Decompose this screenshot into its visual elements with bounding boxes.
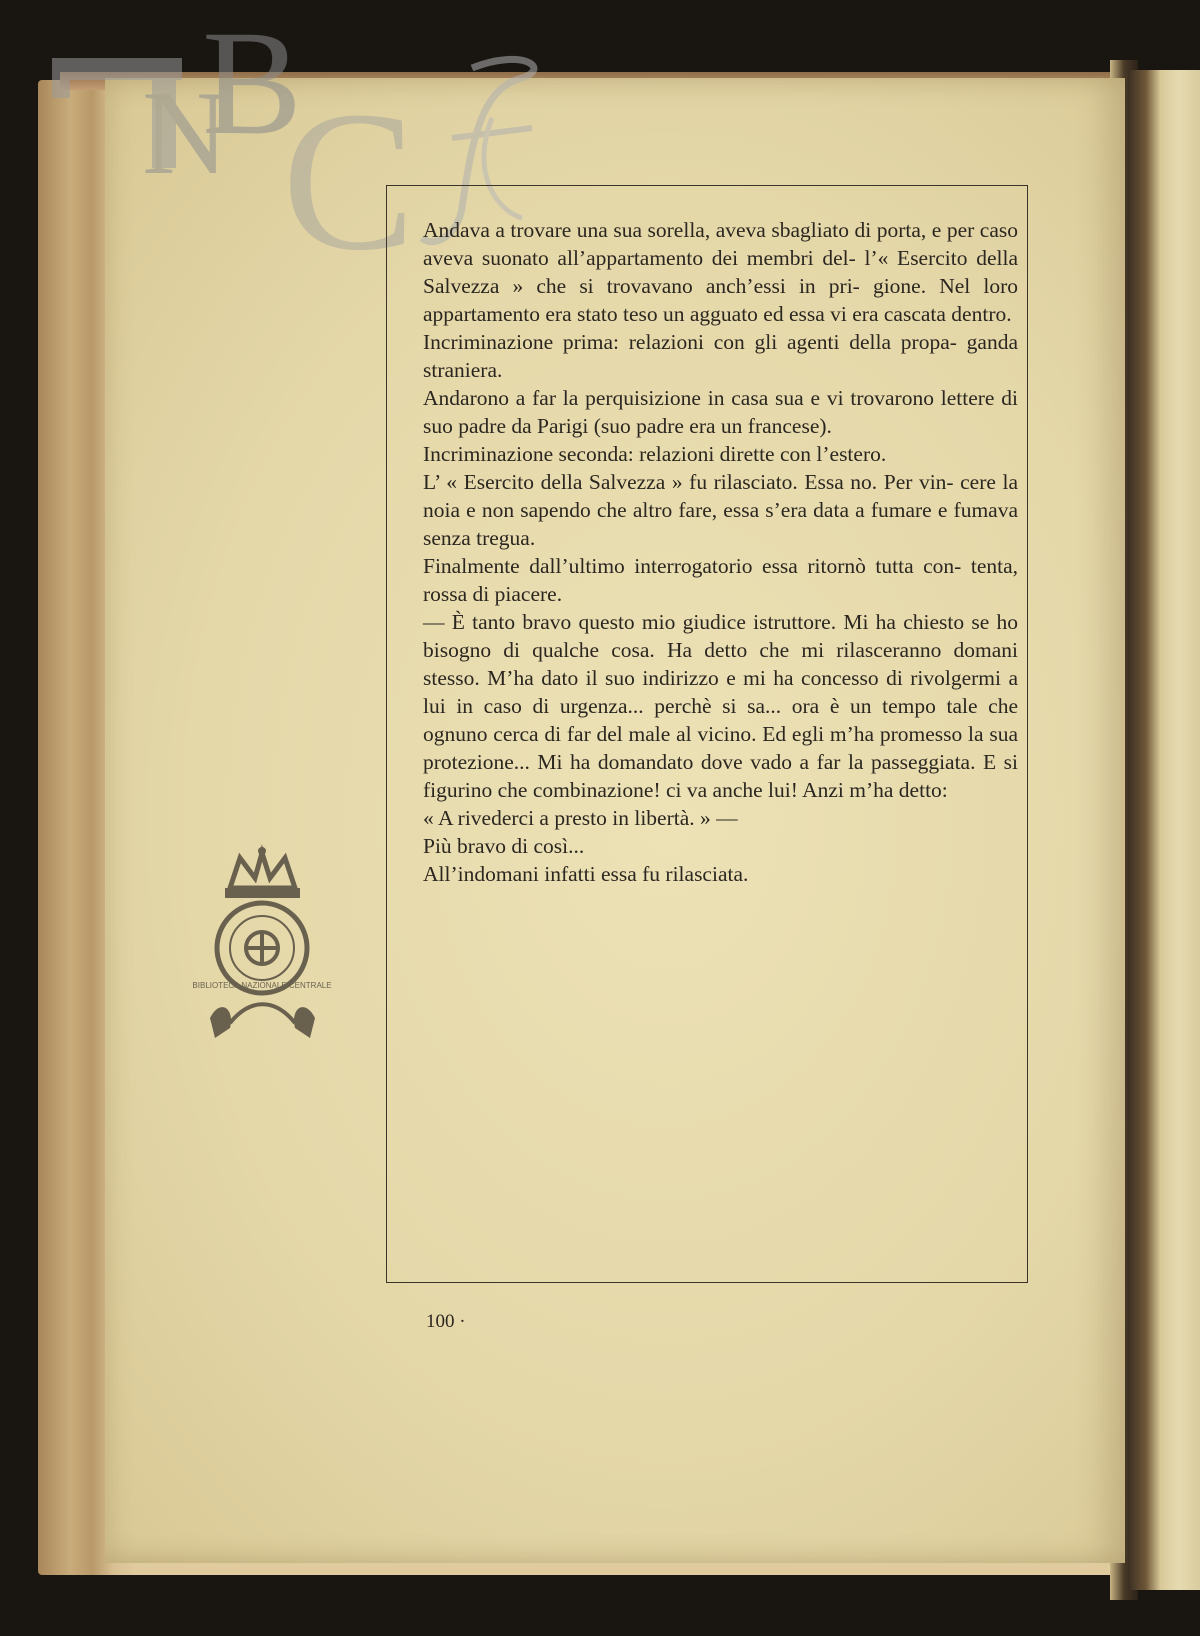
svg-text:N: N <box>142 66 229 199</box>
paragraph: All’indomani infatti essa fu rilasciata. <box>423 862 749 886</box>
paragraph: « A rivederci a presto in libertà. » — <box>423 806 738 830</box>
svg-text:C: C <box>282 71 416 292</box>
library-seal-stamp <box>192 848 332 1048</box>
paragraph: Incriminazione prima: relazioni con gli agenti della propa- ganda straniera. <box>423 330 1018 382</box>
stamp-lettering: BIBLIOTECA NAZIONALE CENTRALE <box>192 981 332 990</box>
page-number: 100 · <box>426 1311 466 1332</box>
paragraph: — È tanto bravo questo mio giudice istruttore. Mi ha chiesto se ho bisogno di qualche cosa. Ha detto che mi rilasceranno domani stesso. M’ha dato il suo indirizzo e mi ha concesso di rivolgermi a lui in caso di urgenza... perchè si sa... ora è un tempo tale che ognuno cerca di far del male al vicino. Ed egli m’ha promesso la sua protezione... Mi ha domandato dove vado a far la passeggiata. E si figurino che combinazione! ci va anche lui! Anzi m’ha detto: <box>423 610 1018 802</box>
body-text <box>423 216 1018 888</box>
paragraph: Andava a trovare una sua sorella, aveva sbagliato di porta, e per caso aveva suonato all’appartamento dei membri del- l’« Esercito della Salvezza » che si trovavano anch’essi in pri- gione. Nel loro appartamento era stato teso un agguato ed essa vi era cascata dentro. <box>423 218 1018 326</box>
paragraph: Andarono a far la perquisizione in casa sua e vi trovarono lettere di suo padre da Parigi (suo padre era un francese). <box>423 386 1018 438</box>
paragraph: Finalmente dall’ultimo interrogatorio essa ritornò tutta con- tenta, rossa di piacere. <box>423 554 1018 606</box>
facing-page <box>1128 70 1200 1590</box>
paragraph: L’ « Esercito della Salvezza » fu rilasciato. Essa no. Per vin- cere la noia e non sapendo che altro fare, essa s’era data a fumare e fumava senza tregua. <box>423 470 1018 550</box>
paragraph: Più bravo di così... <box>423 834 585 858</box>
svg-text:B: B <box>202 0 303 166</box>
paragraph: Incriminazione seconda: relazioni dirette con l’estero. <box>423 442 887 466</box>
